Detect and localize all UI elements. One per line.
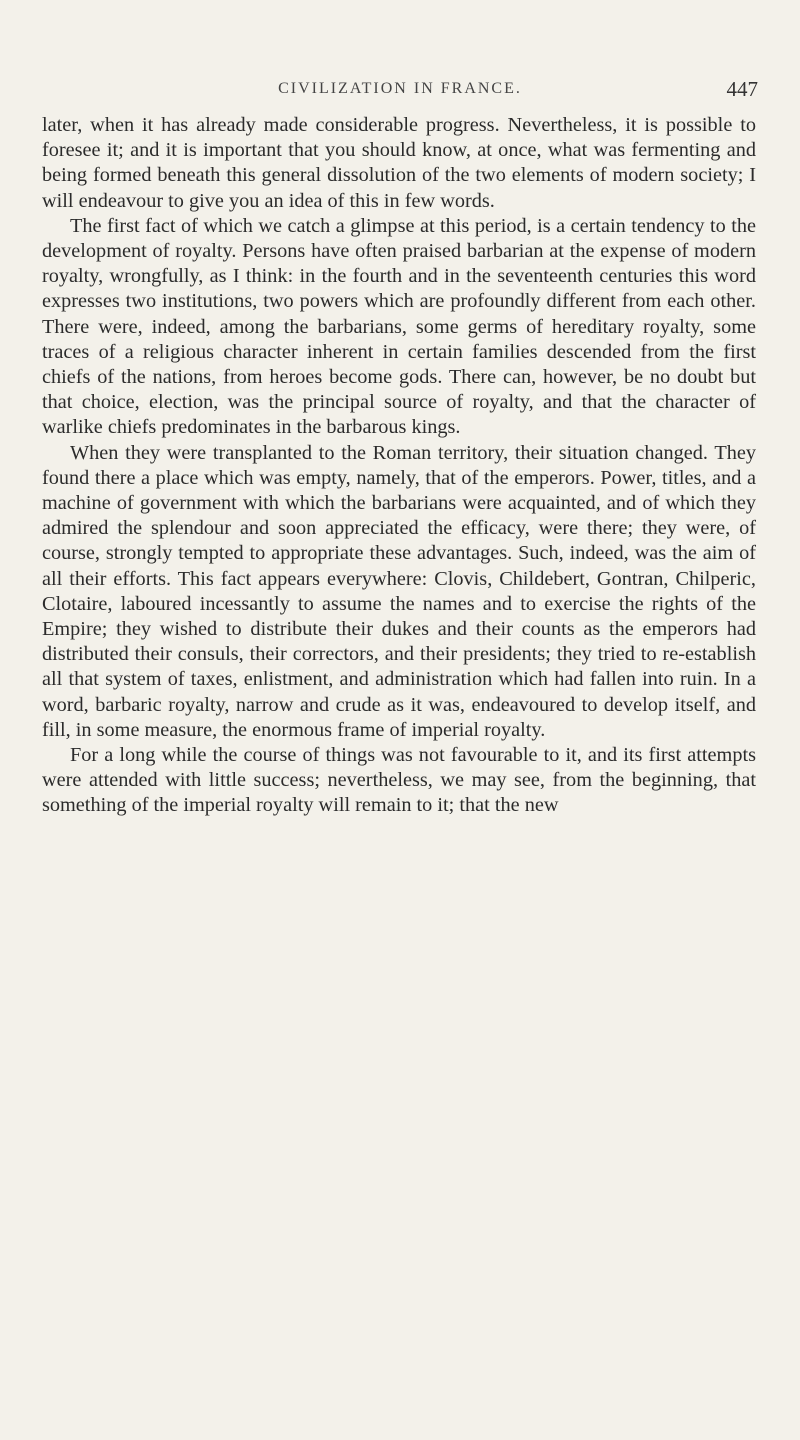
paragraph-imperial-royalty: For a long while the course of things was not favourable to it, and its first attempts were attended with little success; nevertheless, we may see, from the beginning, that something of the imperial royalty will remain to it; that the new bbox=[42, 744, 756, 817]
paragraph-royalty-tendency: The first fact of which we catch a glimpse at this period, is a certain tendency to the development of royalty. Persons have often praised barbarian at the expense of modern royalty, wrongfully, as I think: in the fourth and in the seventeenth centuries this word expresses two institutions, two powers which are profoundly different from each other. There were, indeed, among the barbarians, some germs of hereditary royalty, some traces of a religious character inherent in certain families descended from the first chiefs of the nations, from heroes become gods. There can, however, be no doubt but that choice, election, was the principal source of royalty, and that the character of warlike chiefs predominates in the barbarous kings. bbox=[42, 214, 756, 439]
running-title: CIVILIZATION IN FRANCE. bbox=[278, 80, 522, 97]
page-number: 447 bbox=[726, 77, 758, 101]
paragraph-roman-territory: When they were transplanted to the Roman territory, their situation changed. They found there a place which was empty, namely, that of the emperors. Power, titles, and a machine of government with which the barbarians were acquainted, and of which they admired the splendour and soon appreciated the efficacy, were there; they were, of course, strongly tempted to appropriate these advantages. Such, indeed, was the aim of all their efforts. This fact appears everywhere: Clovis, Childebert, Gontran, Chilperic, Clotaire, laboured incessantly to assume the names and to exercise the rights of the Empire; they wished to distribute their dukes and their counts as the emperors had distributed their consuls, their correctors, and their presidents; they tried to re-establish all that system of taxes, enlistment, and administration which had fallen into ruin. In a word, barbaric royalty, narrow and crude as it was, endeavoured to develop itself, and fill, in some measure, the enormous frame of imperial royalty. bbox=[42, 441, 756, 741]
body-text bbox=[42, 113, 756, 819]
running-head bbox=[42, 77, 758, 106]
paragraph-continued: later, when it has already made considerable progress. Nevertheless, it is possible to foresee it; and it is important that you should know, at once, what was fermenting and being formed beneath this general dissolution of the two elements of modern society; I will endeavour to give you an idea of this in few words. bbox=[42, 114, 756, 212]
